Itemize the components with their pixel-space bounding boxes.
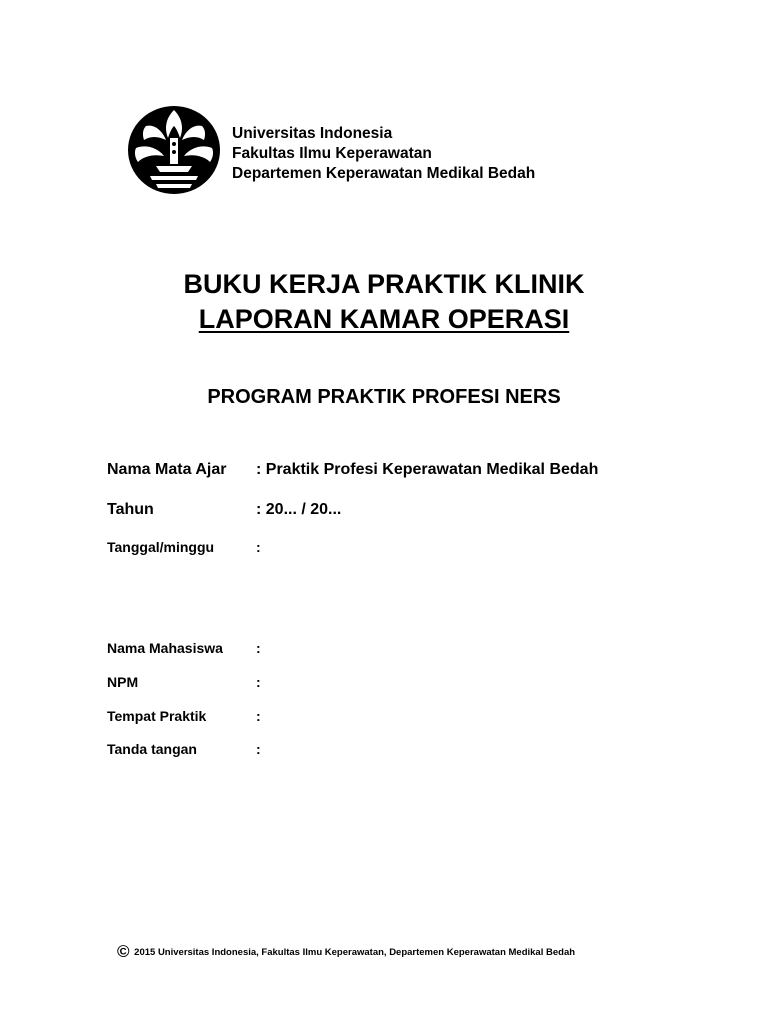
copyright-text: 2015 Universitas Indonesia, Fakultas Ilmu Keperawatan, Departemen Keperawatan Medikal Bedah: [134, 947, 576, 958]
field-year: [107, 500, 342, 520]
document-title-line2: LAPORAN KAMAR OPERASI: [198, 304, 570, 334]
field-npm-label: NPM: [107, 674, 139, 690]
field-date: [107, 538, 261, 556]
document-title-line2-wrap: [0, 303, 768, 335]
copyright-symbol: ©: [117, 942, 130, 961]
field-date-value: :: [256, 539, 261, 555]
field-date-label: Tanggal/minggu: [107, 539, 215, 555]
department-name: Departemen Keperawatan Medikal Bedah: [232, 165, 536, 182]
document-title-line1: BUKU KERJA PRAKTIK KLINIK: [183, 269, 585, 299]
institution-header: [232, 124, 535, 184]
field-student: [107, 639, 261, 657]
university-logo-icon: [126, 104, 222, 196]
field-signature-value: :: [256, 741, 261, 757]
copyright-footer: [117, 943, 575, 962]
field-year-label: Tahun: [107, 501, 154, 518]
field-npm-value: :: [256, 674, 261, 690]
field-course: [107, 460, 599, 480]
field-course-value: : Praktik Profesi Keperawatan Medikal Bedah: [256, 461, 599, 478]
faculty-name: Fakultas Ilmu Keperawatan: [232, 145, 432, 162]
field-student-label: Nama Mahasiswa: [107, 640, 223, 656]
field-place-value: :: [256, 708, 261, 724]
field-student-value: :: [256, 640, 261, 656]
field-year-value: : 20... / 20...: [256, 501, 342, 518]
field-signature: [107, 740, 261, 758]
field-place: [107, 707, 261, 725]
institution-name: Universitas Indonesia: [232, 125, 393, 142]
field-signature-label: Tanda tangan: [107, 741, 197, 757]
program-subtitle: PROGRAM PRAKTIK PROFESI NERS: [207, 386, 561, 408]
field-npm: [107, 673, 261, 691]
field-place-label: Tempat Praktik: [107, 708, 207, 724]
field-course-label: Nama Mata Ajar: [107, 461, 227, 478]
